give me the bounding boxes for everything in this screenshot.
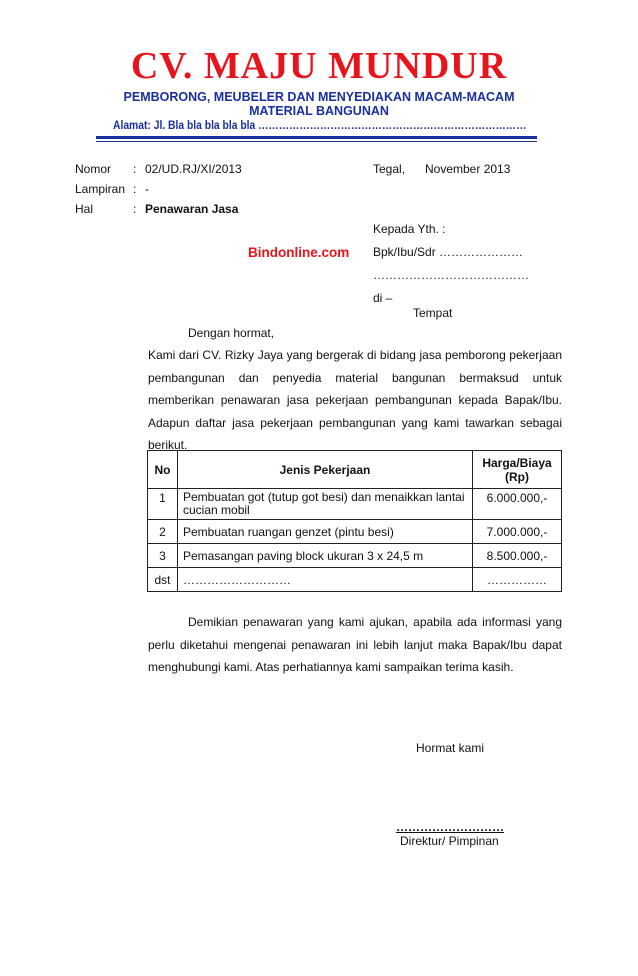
recipient-line2: Bpk/Ibu/Sdr …………………	[373, 245, 524, 259]
lampiran-colon: :	[133, 182, 137, 196]
row-no: dst	[148, 568, 178, 592]
nomor-colon: :	[133, 162, 137, 176]
lampiran-value: -	[145, 182, 149, 196]
company-tagline-line2: MATERIAL BANGUNAN	[249, 104, 389, 118]
company-tagline-line1: PEMBORONG, MEUBELER DAN MENYEDIAKAN MACAM-MACAM	[123, 90, 515, 104]
col-header-no: No	[148, 451, 178, 489]
row-job: Pembuatan ruangan genzet (pintu besi)	[178, 520, 473, 544]
row-price: 8.500.000,-	[473, 544, 562, 568]
hal-label: Hal	[75, 202, 94, 216]
row-no: 1	[148, 489, 178, 520]
hal-colon: :	[133, 202, 137, 216]
table-row	[148, 544, 562, 568]
body-paragraph-1: Kami dari CV. Rizky Jaya yang bergerak di bidang jasa pemborong pekerjaan pembangunan dan penyedia material bangunan bermaksud untuk memberikan penawaran jasa pekerjaan pembangunan kepada Bapak/Ibu. Adapun daftar jasa pekerjaan pembangunan yang kami tawarkan sebagai berikut.	[148, 348, 562, 452]
row-no: 2	[148, 520, 178, 544]
row-job: Pembuatan got (tutup got besi) dan menaikkan lantai cucian mobil	[178, 489, 473, 520]
row-price: 6.000.000,-	[473, 489, 562, 520]
greeting: Dengan hormat,	[188, 326, 275, 340]
letter-city: Tegal,	[373, 162, 406, 176]
recipient-line4: di –	[373, 291, 393, 305]
lampiran-label: Lampiran	[75, 182, 126, 196]
table-header-row	[148, 451, 562, 489]
table-row	[148, 568, 562, 592]
signature-line: ………………………	[396, 820, 504, 834]
col-header-price: Harga/Biaya (Rp)	[473, 451, 562, 489]
company-name: CV. MAJU MUNDUR	[130, 45, 508, 87]
header-rule-thin	[96, 141, 537, 142]
watermark-text: Bindonline.com	[248, 245, 350, 260]
recipient-line3: …………………………………	[373, 268, 529, 282]
table-row	[148, 520, 562, 544]
signer-position: Direktur/ Pimpinan	[400, 834, 499, 848]
recipient-line1: Kepada Yth. :	[373, 222, 446, 236]
recipient-line5: Tempat	[413, 306, 453, 320]
hal-value: Penawaran Jasa	[145, 202, 239, 216]
nomor-value: 02/UD.RJ/XI/2013	[145, 162, 242, 176]
nomor-label: Nomor	[75, 162, 112, 176]
col-header-job: Jenis Pekerjaan	[178, 451, 473, 489]
header-rule-thick	[96, 136, 537, 139]
closing-regards: Hormat kami	[416, 741, 485, 755]
table-row	[148, 489, 562, 520]
row-price: ……………	[473, 568, 562, 592]
company-address: Alamat: Jl. Bla bla bla bla bla ……………………………………………………………………	[113, 118, 527, 132]
row-job: Pemasangan paving block ukuran 3 x 24,5 m	[178, 544, 473, 568]
body-paragraph-2: Demikian penawaran yang kami ajukan, apabila ada informasi yang perlu diketahui mengenai penawaran ini lebih lanjut maka Bapak/Ibu dapat menghubungi kami. Atas perhatiannya kami sampaikan terima kasih.	[148, 615, 562, 674]
offer-table	[147, 450, 562, 592]
row-no: 3	[148, 544, 178, 568]
row-price: 7.000.000,-	[473, 520, 562, 544]
row-job: ………………………	[178, 568, 473, 592]
letter-date: November 2013	[425, 162, 511, 176]
